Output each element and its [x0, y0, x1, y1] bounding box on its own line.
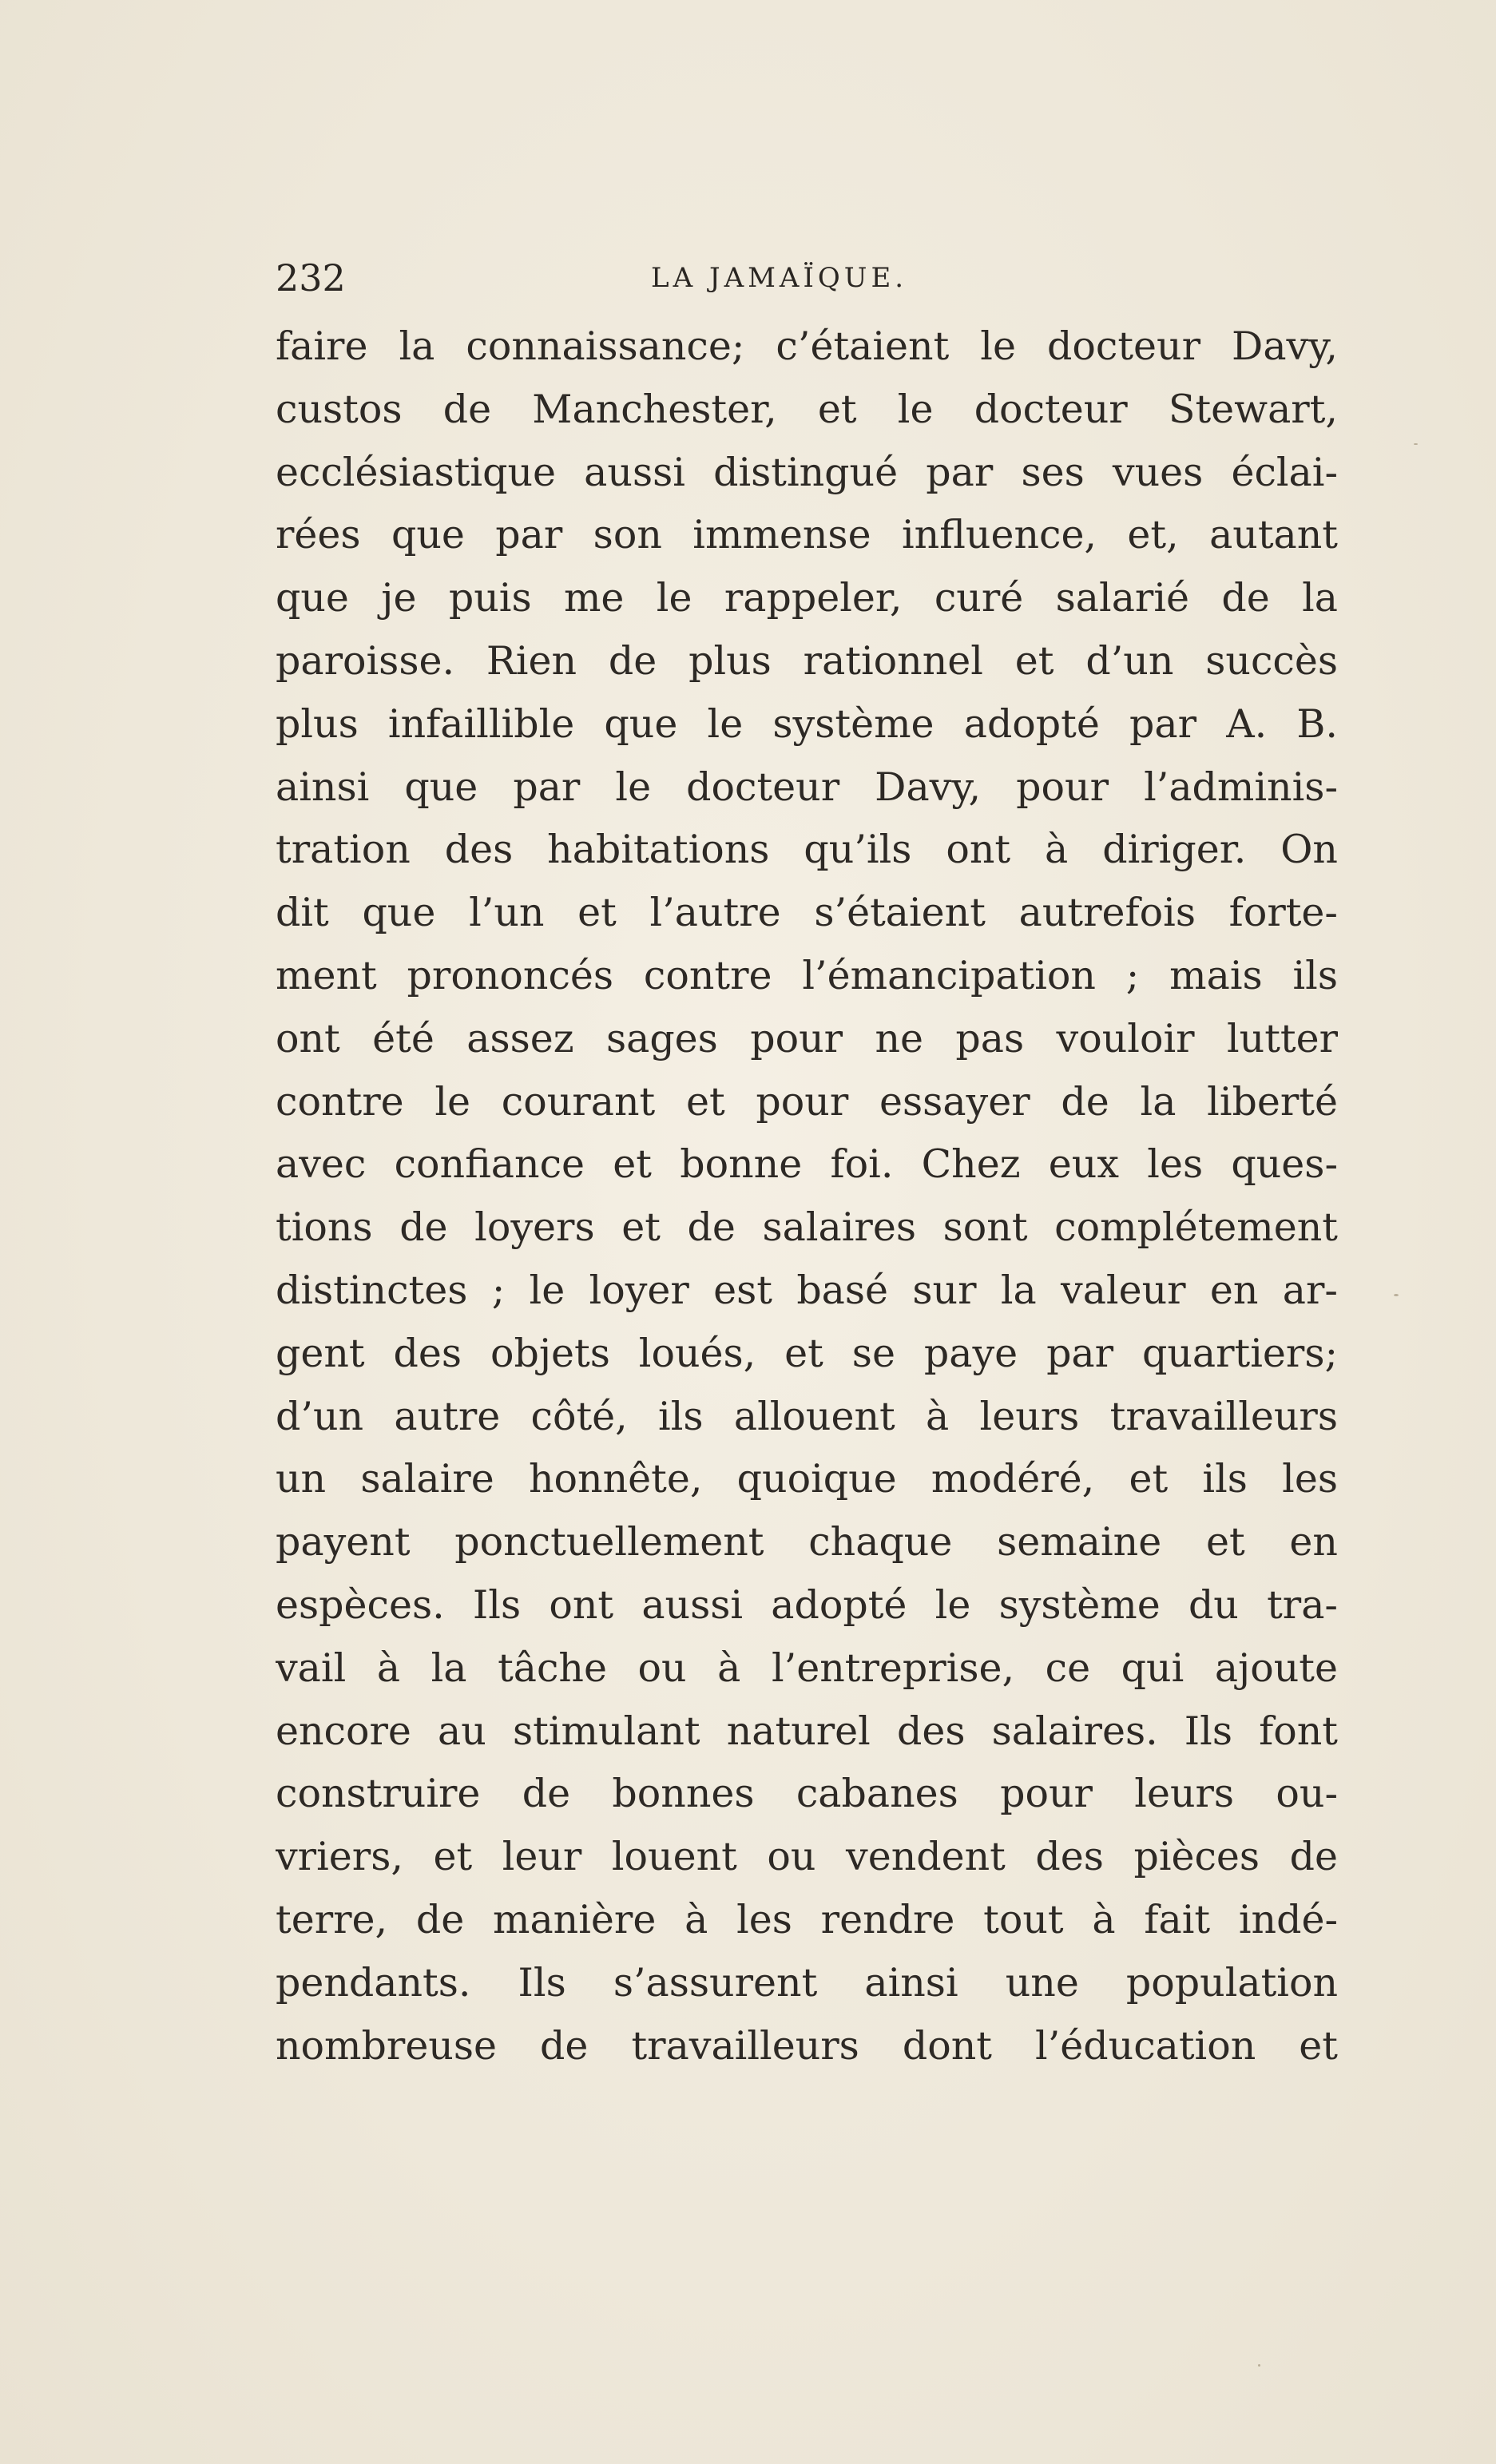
body-text [276, 315, 1338, 2077]
text-line: rées que par son immense influence, et, autant [276, 512, 1338, 558]
text-line: vail à la tâche ou à l’entreprise, ce qui ajoute [276, 1645, 1338, 1691]
text-line: espèces. Ils ont aussi adopté le système du tra- [276, 1581, 1338, 1628]
text-line: distinctes ; le loyer est basé sur la valeur en ar- [276, 1267, 1338, 1313]
text-line: construire de bonnes cabanes pour leurs ou- [276, 1771, 1338, 1817]
paper-speck [1394, 1294, 1399, 1296]
text-line: faire la connaissance; c’étaient le docteur Davy, [276, 323, 1338, 369]
text-line: payent ponctuellement chaque semaine et en [276, 1519, 1338, 1565]
text-line: vriers, et leur louent ou vendent des pièces de [276, 1834, 1338, 1880]
text-line: custos de Manchester, et le docteur Stewart, [276, 386, 1338, 432]
text-line: d’un autre côté, ils allouent à leurs travailleurs [276, 1393, 1338, 1439]
text-line: ont été assez sages pour ne pas vouloir lutter [276, 1015, 1338, 1061]
text-line: pendants. Ils s’assurent ainsi une population [276, 1959, 1338, 2006]
text-line: que je puis me le rappeler, curé salarié de la [276, 575, 1338, 621]
page-number: 232 [276, 256, 346, 300]
page-header [276, 254, 1346, 302]
text-line: ainsi que par le docteur Davy, pour l’adminis- [276, 764, 1338, 810]
paper-speck [1414, 443, 1418, 445]
text-line: avec confiance et bonne foi. Chez eux les ques- [276, 1141, 1338, 1188]
paper-speck [1258, 2364, 1260, 2367]
text-line: plus infaillible que le système adopté par A. B. [276, 700, 1338, 747]
running-title: LA JAMAÏQUE. [651, 262, 908, 294]
text-line: ment prononcés contre l’émancipation ; mais ils [276, 952, 1338, 998]
text-line: dit que l’un et l’autre s’étaient autrefois forte- [276, 890, 1338, 936]
text-line: terre, de manière à les rendre tout à fait indé- [276, 1896, 1338, 1942]
text-line: contre le courant et pour essayer de la liberté [276, 1078, 1338, 1125]
text-line: un salaire honnête, quoique modéré, et ils les [276, 1456, 1338, 1502]
text-line: nombreuse de travailleurs dont l’éducation et [276, 2022, 1338, 2069]
text-line: tions de loyers et de salaires sont complétement [276, 1204, 1338, 1251]
text-line: gent des objets loués, et se paye par quartiers; [276, 1330, 1338, 1376]
text-line: ecclésiastique aussi distingué par ses vues éclai- [276, 449, 1338, 495]
text-line: tration des habitations qu’ils ont à diriger. On [276, 827, 1338, 873]
text-line: paroisse. Rien de plus rationnel et d’un succès [276, 637, 1338, 684]
text-line: encore au stimulant naturel des salaires. Ils font [276, 1708, 1338, 1754]
